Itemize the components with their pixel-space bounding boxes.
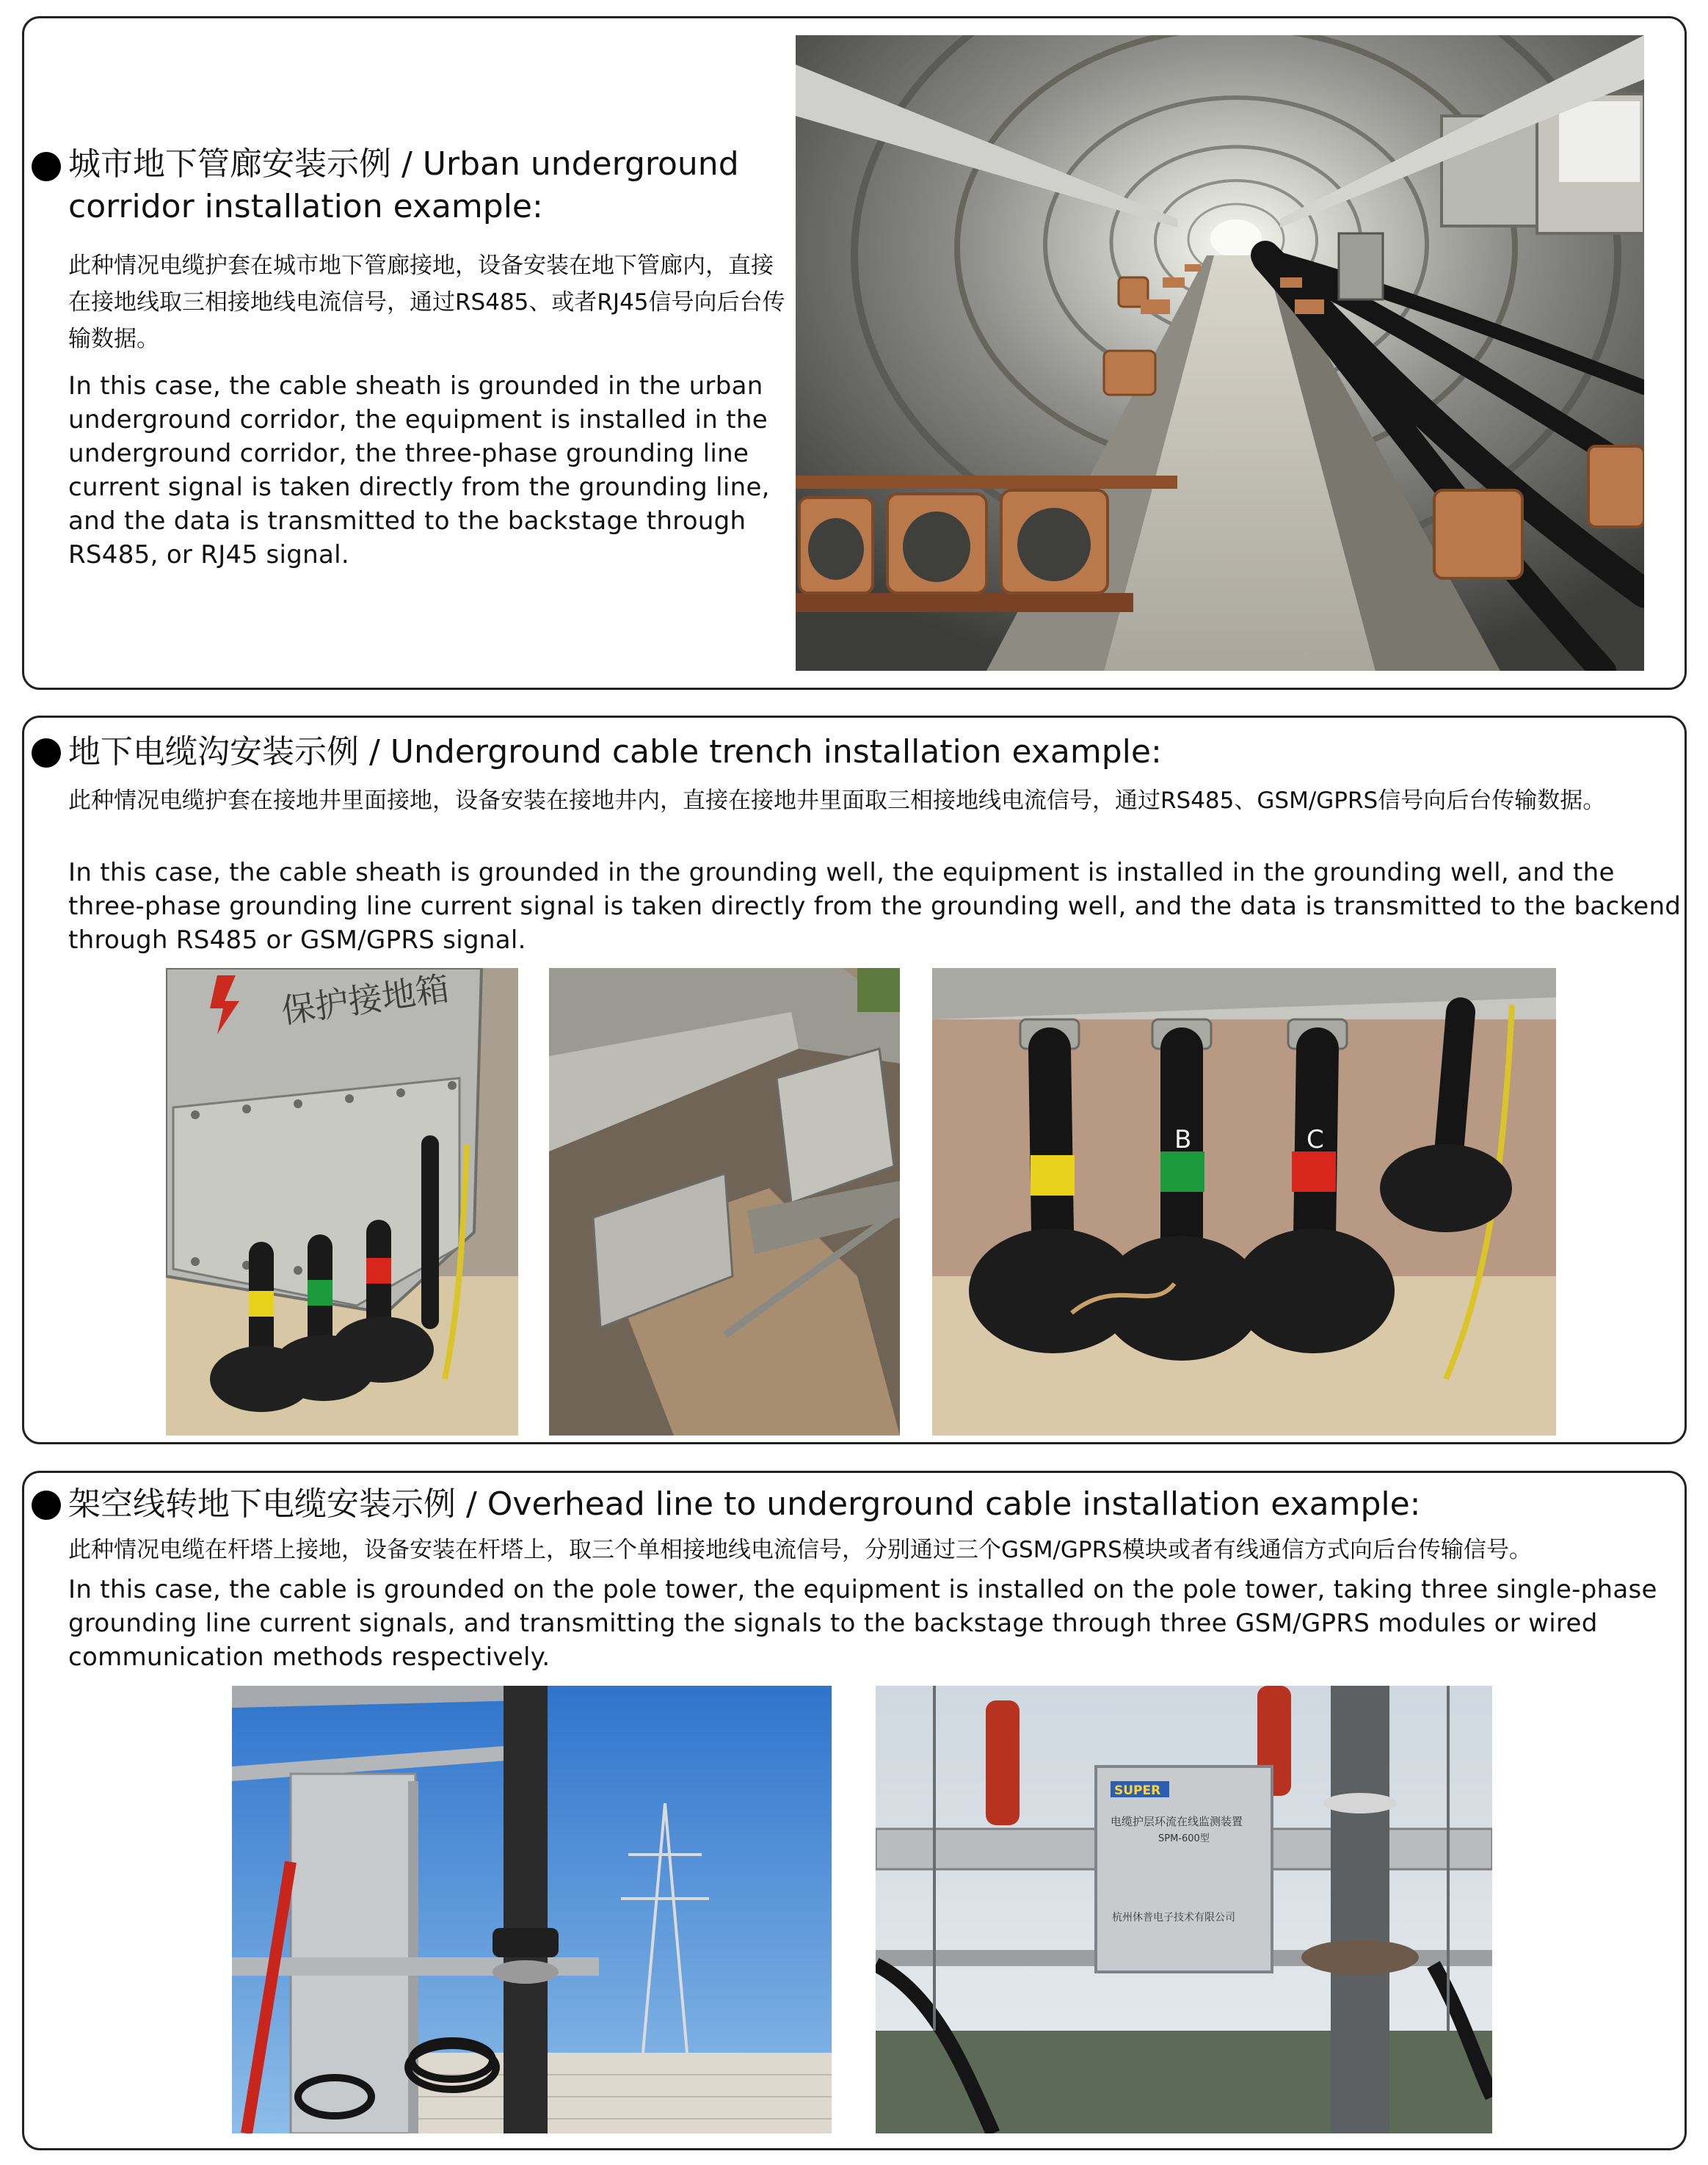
bullet-icon (32, 152, 61, 181)
box-sign-text: 保护接地箱 (279, 968, 452, 1031)
description-en: In this case, the cable sheath is grounded in the urban underground corridor, the equipment is installed in the underground corridor, the three-phase grounding line current signal is taken directly from the grounding line, and the data is transmitted to the backstage through RS485, or RJ45 signal. (68, 371, 770, 570)
tunnel-image (796, 35, 1644, 671)
description-en: In this case, the cable sheath is grounded in the grounding well, the equipment is installed in the grounding well, and the three-phase grounding line current signal is taken directly from the grounding well, and the data is transmitted to the backend through RS485 or GSM/GPRS signal. (68, 858, 1682, 955)
photo-grounding-box (166, 968, 518, 1436)
description-en: In this case, the cable is grounded on the pole tower, the equipment is installed on the pole tower, taking three single-phase grounding line current signals, and transmitting the signals to the backstage through three GSM/GPRS modules or wired communication methods respectively. (68, 1575, 1657, 1672)
photo-grounding-well (549, 968, 900, 1436)
bullet-icon (32, 1491, 61, 1520)
section-heading: 架空线转地下电缆安装示例 / Overhead line to underground cable installation example: (68, 1485, 1421, 1523)
description-zh: 此种情况电缆护套在城市地下管廊接地，设备安装在地下管廊内，直接在接地线取三相接地线电流信号，通过RS485、或者RJ45信号向后台传输数据。 (68, 252, 785, 352)
device-brand: SUPER (1114, 1783, 1161, 1798)
section-heading: 城市地下管廊安装示例 / Urban underground corridor installation example: (68, 145, 739, 225)
photo-monitoring-device (876, 1686, 1492, 2133)
section-overhead-line (22, 1471, 1687, 2150)
bullet-icon (32, 738, 61, 768)
device-name: 电缆护层环流在线监测装置 (1111, 1815, 1243, 1828)
section-urban-corridor (22, 16, 1687, 690)
section-cable-trench (22, 716, 1687, 1444)
device-model: SPM-600型 (1158, 1833, 1210, 1844)
photo-urban-tunnel (796, 35, 1644, 671)
section-heading: 地下电缆沟安装示例 / Underground cable trench installation example: (68, 733, 1162, 771)
device-company: 杭州休普电子技术有限公司 (1112, 1912, 1235, 1924)
description-zh: 此种情况电缆护套在接地井里面接地，设备安装在接地井内，直接在接地井里面取三相接地线电流信号，通过RS485、GSM/GPRS信号向后台传输数据。 (68, 787, 1606, 814)
phase-b-label: B (1174, 1125, 1192, 1154)
description-zh: 此种情况电缆在杆塔上接地，设备安装在杆塔上，取三个单相接地线电流信号，分别通过三个GSM/GPRS模块或者有线通信方式向后台传输信号。 (68, 1537, 1532, 1563)
photo-pole-tower (232, 1686, 832, 2133)
phase-c-label: C (1307, 1125, 1324, 1154)
photo-cable-closeup (932, 968, 1556, 1436)
